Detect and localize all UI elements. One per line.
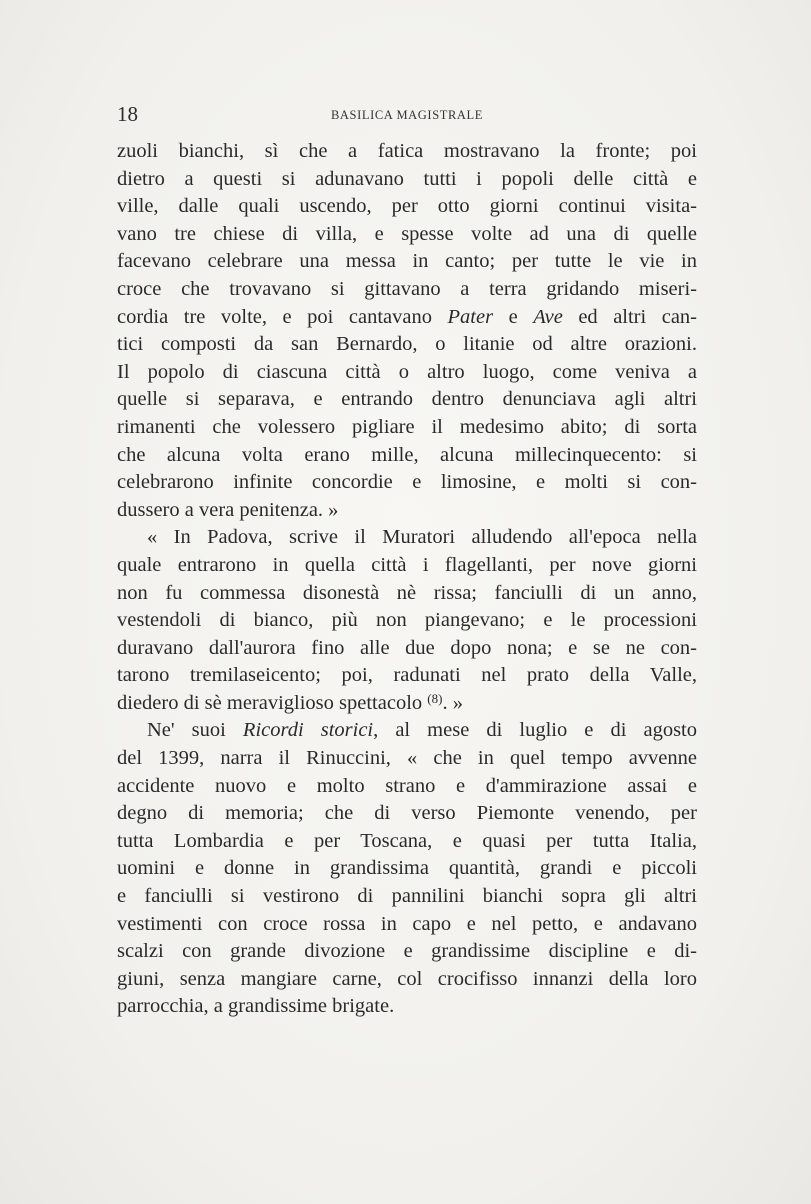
text-line: celebrarono infinite concordie e limosine, e molti si con- — [117, 471, 697, 494]
body-text — [117, 138, 697, 1021]
text-line: rimanenti che volessero pigliare il medesimo abito; di sorta — [117, 415, 697, 438]
text-line: tici composti da san Bernardo, o litanie od altre orazioni. — [117, 333, 697, 356]
text-line: croce che trovavano si gittavano a terra gridando miseri- — [117, 277, 697, 300]
text-line: « In Padova, scrive il Muratori alludendo all'epoca nella — [147, 526, 697, 549]
text-line: accidente nuovo e molto strano e d'ammirazione assai e — [117, 774, 697, 797]
page-number: 18 — [117, 102, 138, 126]
text-line: duravano dall'aurora fino alle due dopo nona; e se ne con- — [117, 636, 697, 659]
text-line: che alcuna volta erano mille, alcuna millecinquecento: si — [117, 443, 697, 466]
text-line: scalzi con grande divozione e grandissime discipline e di- — [117, 940, 697, 963]
text-line: vano tre chiese di villa, e spesse volte ad una di quelle — [117, 222, 697, 245]
italic-pater: Pater — [447, 305, 494, 328]
text-line: ville, dalle quali uscendo, per otto giorni continui visita- — [117, 195, 697, 218]
text-line: parrocchia, a grandissime brigate. — [117, 995, 395, 1018]
text-line: dussero a vera penitenza. » — [117, 498, 339, 521]
text-line: vestendoli di bianco, più non piangevano; e le processioni — [117, 609, 697, 632]
text-line: e fanciulli si vestirono di pannilini bianchi sopra gli altri — [117, 885, 697, 908]
text-line: Il popolo di ciascuna città o altro luogo, come veniva a — [117, 360, 697, 383]
text-line: dietro a questi si adunavano tutti i popoli delle città e — [117, 167, 697, 190]
text-line: degno di memoria; che di verso Piemonte venendo, per — [117, 802, 697, 825]
text-line: zuoli bianchi, sì che a fatica mostravano la fronte; poi — [117, 140, 697, 162]
text-line: diedero di sè meraviglioso spettacolo $^{(8)}$. » — [117, 690, 463, 714]
text-line: quale entrarono in quella città i flagellanti, per nove giorni — [117, 553, 697, 576]
running-head: BASILICA MAGISTRALE — [330, 108, 484, 122]
text-line: vestimenti con croce rossa in capo e nel petto, e andavano — [117, 912, 697, 935]
text-line: Ne' suoi Ricordi storici, al mese di luglio e di agosto — [147, 719, 697, 742]
footnote-ref: (8) — [427, 690, 443, 706]
text-line: giuni, senza mangiare carne, col crocifisso innanzi della loro — [117, 967, 697, 990]
text-line: tarono tremilaseicento; poi, radunati nel prato della Valle, — [117, 664, 697, 687]
text-line: uomini e donne in grandissima quantità, grandi e piccoli — [117, 857, 697, 880]
text-line: facevano celebrare una messa in canto; per tutte le vie in — [117, 250, 697, 273]
page-header — [117, 100, 697, 136]
text-line: del 1399, narra il Rinuccini, « che in quel tempo avvenne — [117, 747, 697, 770]
text-line: cordia tre volte, e poi cantavano Pater e Ave ed altri can- — [117, 305, 697, 328]
text-line: tutta Lombardia e per Toscana, e quasi per tutta Italia, — [117, 829, 697, 852]
italic-ave: Ave — [533, 305, 563, 328]
italic-title: Ricordi storici — [242, 719, 374, 742]
text-line: quelle si separava, e entrando dentro denunciava agli altri — [117, 388, 697, 411]
text-line: non fu commessa disonestà nè rissa; fanciulli di un anno, — [117, 581, 697, 604]
